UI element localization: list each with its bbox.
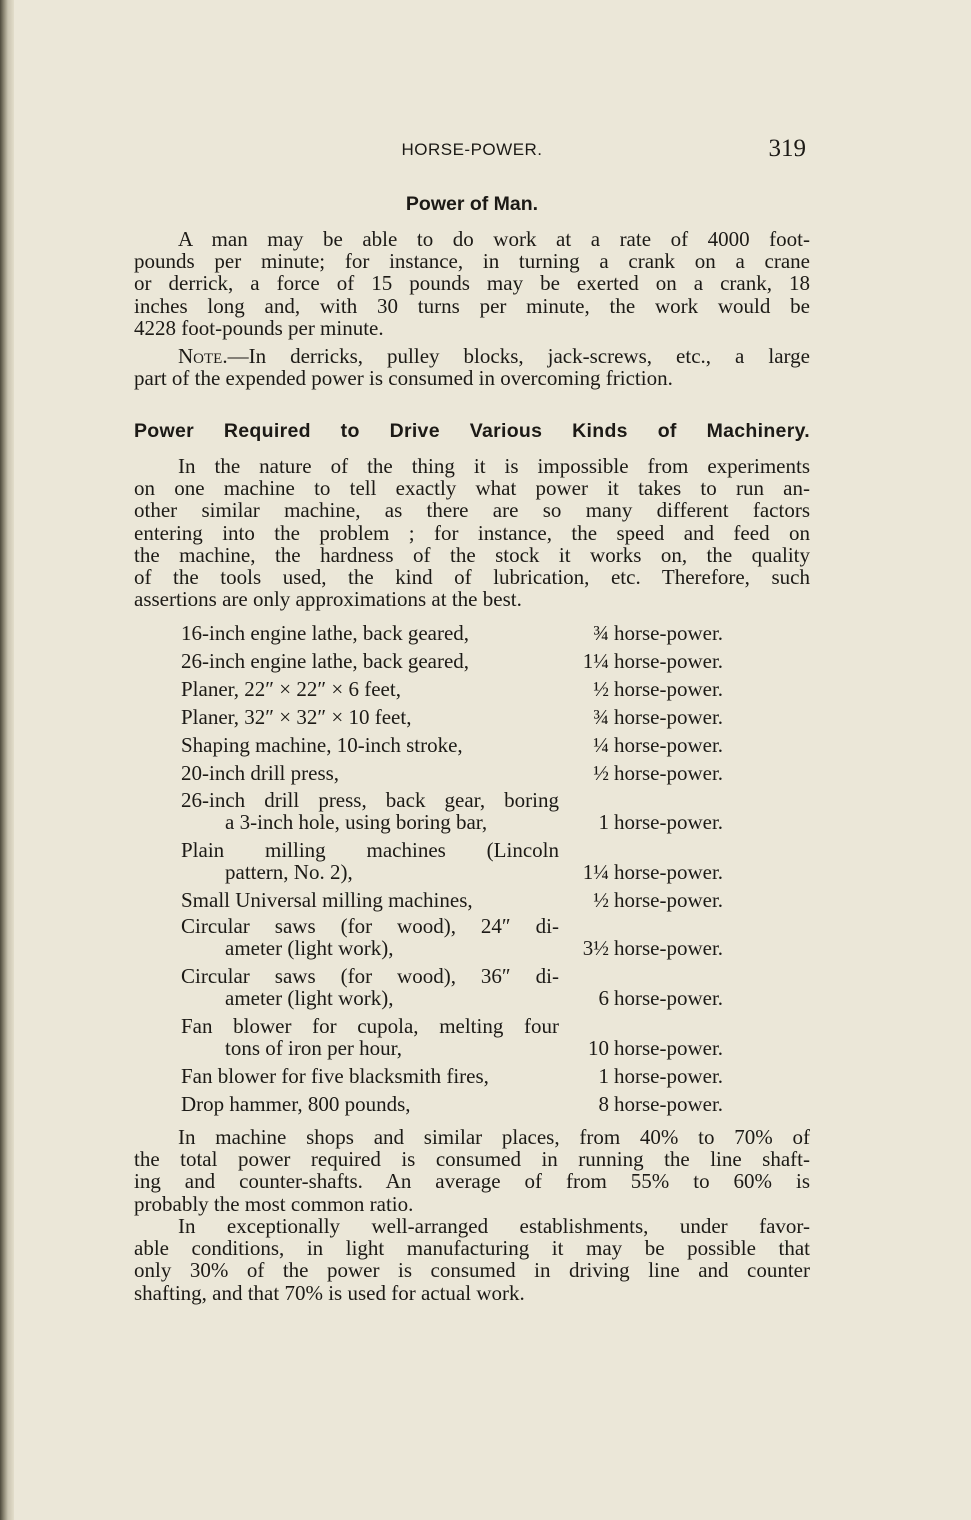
horsepower-amount: ½: [593, 677, 609, 701]
text-line: the machine, the hardness of the stock it works on, the quality: [134, 542, 810, 567]
machine-description-line: 26-inch engine lathe, back geared,: [181, 649, 470, 673]
machine-description-line: Small Universal milling machines,: [181, 888, 473, 912]
machine-description-line: Fan blower for five blacksmith fires,: [181, 1064, 489, 1088]
machine-description: [181, 889, 559, 911]
note-text: —In derricks, pulley blocks, jack-screws, etc., a large: [227, 344, 810, 368]
horsepower-unit: horse-power.: [614, 860, 724, 885]
horsepower-amount: 1: [598, 810, 609, 835]
text-line: ing and counter-shafts. An average of from 55% to 60% is: [134, 1169, 810, 1194]
text-line: able conditions, in light manufacturing it may be possible that: [134, 1236, 810, 1261]
machine-description: [181, 1015, 559, 1059]
horsepower-unit: horse-power.: [614, 888, 724, 912]
machine-description-line: 20-inch drill press,: [181, 761, 340, 785]
closing-paragraph-2: [134, 1215, 810, 1304]
machine-description-line: Plain milling machines (Lincoln: [181, 838, 559, 862]
horsepower-amount: ¾: [593, 705, 609, 729]
text-line: shafting, and that 70% is used for actual work.: [134, 1280, 525, 1305]
text-line: only 30% of the power is consumed in driving line and counter: [134, 1258, 810, 1283]
horsepower-amount: 10: [588, 1036, 609, 1061]
section-title-machinery: Power Required to Drive Various Kinds of Machinery.: [134, 420, 810, 442]
machine-description: [181, 706, 559, 728]
horsepower-unit: horse-power.: [614, 677, 724, 701]
horsepower-amount: 1¼: [582, 649, 609, 673]
text-line: pounds per minute; for instance, in turning a crank on a crane: [134, 249, 810, 274]
machine-description-line: 16-inch engine lathe, back geared,: [181, 621, 470, 645]
text-line: 4228 foot-pounds per minute.: [134, 315, 384, 340]
machine-description: [181, 650, 559, 672]
machine-description: [181, 789, 559, 833]
horsepower-unit: horse-power.: [614, 649, 724, 673]
machine-description-line: Drop hammer, 800 pounds,: [181, 1092, 411, 1116]
machine-description-line: ameter (light work),: [225, 936, 394, 961]
horsepower-unit: horse-power.: [614, 733, 724, 757]
horsepower-unit: horse-power.: [614, 936, 724, 961]
horsepower-amount: ¼: [593, 733, 609, 757]
running-head: HORSE-POWER.: [401, 140, 543, 159]
text-line: probably the most common ratio.: [134, 1191, 414, 1216]
machine-description-line: Fan blower for cupola, melting four: [181, 1014, 559, 1038]
machine-description: [181, 1065, 559, 1087]
machine-description-line: pattern, No. 2),: [225, 860, 353, 885]
horsepower-amount: ¾: [593, 621, 609, 645]
machine-description: [181, 734, 559, 756]
machine-description: [181, 839, 559, 883]
machine-description-line: Circular saws (for wood), 24″ di-: [181, 914, 559, 938]
machine-description: [181, 915, 559, 959]
machine-description-line: a 3-inch hole, using boring bar,: [225, 810, 488, 835]
text-line: assertions are only approximations at the best.: [134, 587, 522, 612]
note-label: Note.: [178, 344, 228, 368]
text-line: the total power required is consumed in running the line shaft-: [134, 1147, 810, 1172]
horsepower-unit: horse-power.: [614, 1092, 724, 1116]
text-line: A man may be able to do work at a rate of 4000 foot-: [178, 227, 810, 251]
horsepower-unit: horse-power.: [614, 1036, 724, 1061]
machine-description-line: tons of iron per hour,: [225, 1036, 403, 1061]
closing-paragraph-1: [134, 1126, 810, 1215]
machine-description-line: ameter (light work),: [225, 986, 394, 1011]
text-line: entering into the problem ; for instance, the speed and feed on: [134, 520, 810, 545]
horsepower-amount: ½: [593, 761, 609, 785]
horsepower-unit: horse-power.: [614, 986, 724, 1011]
machine-description: [181, 622, 559, 644]
machine-description-line: Shaping machine, 10-inch stroke,: [181, 733, 463, 757]
horsepower-unit: horse-power.: [614, 1064, 724, 1088]
text-line: In exceptionally well-arranged establishments, under favor-: [178, 1214, 810, 1238]
text-line: on one machine to tell exactly what power it takes to run an-: [134, 476, 810, 501]
text-line: or derrick, a force of 15 pounds may be exerted on a crank, 18: [134, 271, 810, 296]
text-line: part of the expended power is consumed in overcoming friction.: [134, 366, 673, 391]
horsepower-amount: 1: [598, 1064, 609, 1088]
page-number: 319: [768, 135, 806, 162]
machine-description-line: Circular saws (for wood), 36″ di-: [181, 964, 559, 988]
horsepower-amount: ½: [593, 888, 609, 912]
machine-description-line: Planer, 22″ × 22″ × 6 feet,: [181, 677, 401, 701]
machine-description: [181, 965, 559, 1009]
horsepower-unit: horse-power.: [614, 761, 724, 785]
machine-description: [181, 678, 559, 700]
machine-description: [181, 1093, 559, 1115]
text-line: In the nature of the thing it is impossible from experiments: [178, 454, 810, 478]
horsepower-unit: horse-power.: [614, 705, 724, 729]
horsepower-amount: 3½: [582, 936, 609, 961]
horsepower-unit: horse-power.: [614, 621, 724, 645]
text-line: other similar machine, as there are so many different factors: [134, 498, 810, 523]
machine-description: [181, 762, 559, 784]
horsepower-amount: 1¼: [582, 860, 609, 885]
text-line: inches long and, with 30 turns per minute, the work would be: [134, 293, 810, 318]
horsepower-amount: 6: [598, 986, 609, 1011]
section-title-power-of-man: Power of Man.: [405, 193, 539, 215]
text-line: of the tools used, the kind of lubrication, etc. Therefore, such: [134, 565, 810, 590]
machine-description-line: Planer, 32″ × 32″ × 10 feet,: [181, 705, 412, 729]
machine-description-line: 26-inch drill press, back gear, boring: [181, 788, 559, 812]
text-line: In machine shops and similar places, from 40% to 70% of: [178, 1125, 810, 1149]
horsepower-unit: horse-power.: [614, 810, 724, 835]
horsepower-amount: 8: [598, 1092, 609, 1116]
